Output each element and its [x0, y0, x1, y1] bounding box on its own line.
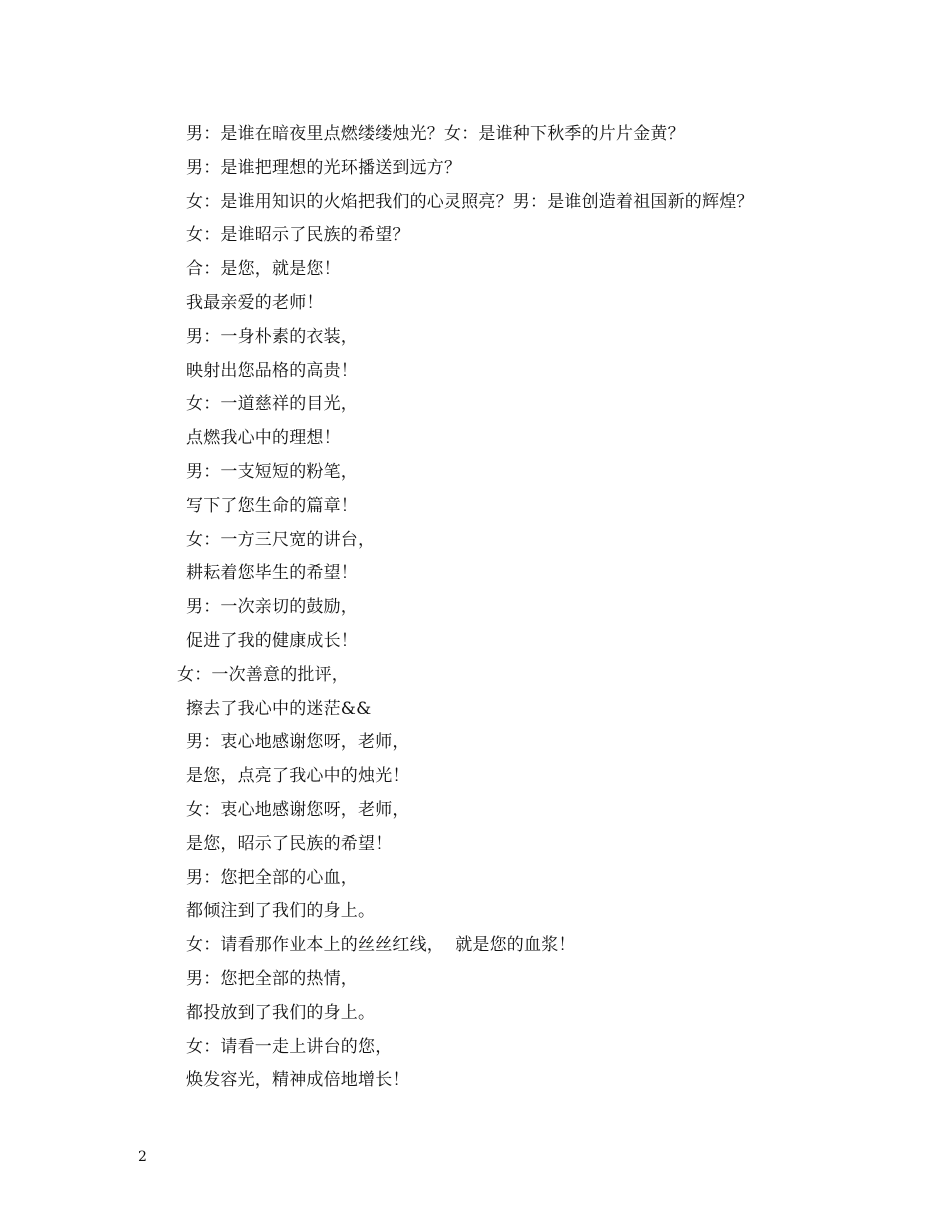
text-line: 擦去了我心中的迷茫&&	[186, 698, 372, 719]
text-line: 都倾注到了我们的身上。	[186, 901, 376, 922]
text-line: 男：一支短短的粉笔，	[186, 461, 358, 482]
text-line: 男：是谁把理想的光环播送到远方？	[186, 157, 462, 178]
text-line: 女：是谁用知识的火焰把我们的心灵照亮？男：是谁创造着祖国新的辉煌？	[186, 191, 754, 212]
text-line: 男：一次亲切的鼓励，	[186, 597, 358, 618]
text-line: 男：衷心地感谢您呀，老师，	[186, 732, 410, 753]
text-line: 女：一方三尺宽的讲台，	[186, 529, 376, 550]
text-line: 合：是您，就是您！	[186, 259, 341, 280]
text-line: 耕耘着您毕生的希望！	[186, 563, 358, 584]
text-line: 我最亲爱的老师！	[186, 292, 324, 313]
text-line: 映射出您品格的高贵！	[186, 360, 358, 381]
text-line: 男：一身朴素的衣装，	[186, 326, 358, 347]
text-line: 女：是谁昭示了民族的希望？	[186, 225, 410, 246]
text-line: 女：衷心地感谢您呀，老师，	[186, 799, 410, 820]
text-line: 男：是谁在暗夜里点燃缕缕烛光？女：是谁种下秋季的片片金黄？	[186, 124, 685, 144]
text-line: 男：您把全部的心血，	[186, 867, 358, 888]
text-line: 都投放到了我们的身上。	[186, 1002, 376, 1023]
poem-text-block	[177, 118, 886, 1098]
text-line: 女：一道慈祥的目光，	[186, 394, 358, 415]
text-line: 女：一次善意的批评，	[177, 664, 349, 685]
text-line: 女：请看那作业本上的丝丝红线， 就是您的血浆！	[186, 935, 576, 956]
text-line: 男：您把全部的热情，	[186, 968, 358, 989]
text-line: 促进了我的健康成长！	[186, 630, 358, 651]
text-line: 是您，昭示了民族的希望！	[186, 833, 393, 854]
text-line: 点燃我心中的理想！	[186, 428, 341, 449]
page-number: 2	[138, 1149, 147, 1165]
text-line: 是您，点亮了我心中的烛光！	[186, 766, 410, 787]
text-line: 女：请看一走上讲台的您，	[186, 1036, 393, 1057]
text-line: 焕发容光，精神成倍地增长！	[186, 1070, 410, 1091]
text-line: 写下了您生命的篇章！	[186, 495, 358, 516]
